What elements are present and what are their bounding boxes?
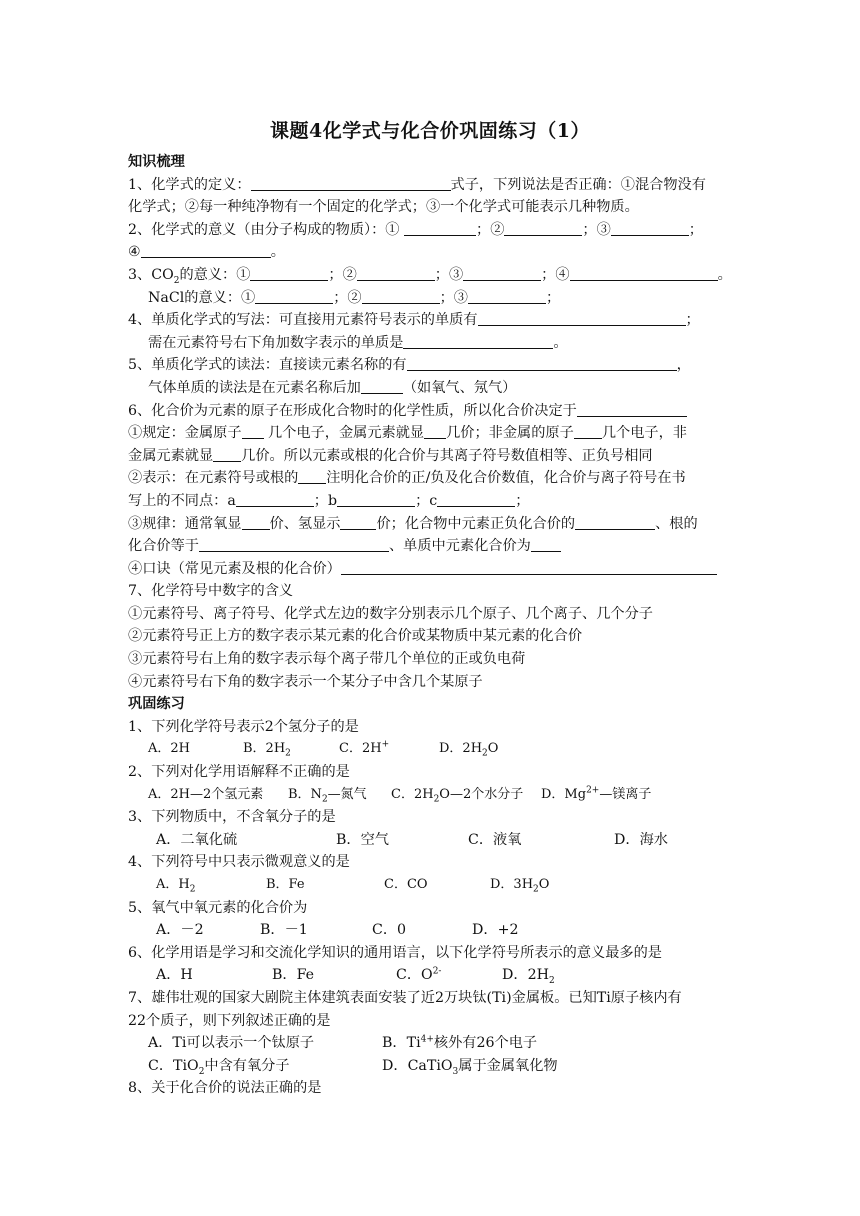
section-heading-review: 知识梳理 [128, 154, 185, 170]
review-text: 价；化合物中元素正负化合价的 [376, 515, 576, 532]
review-text: ；③ [434, 266, 464, 283]
meaning-3: ③元素符号右上角的数字表示每个离子带几个单位的正或负电荷 [128, 651, 526, 668]
rule-definition [128, 422, 738, 445]
review-text: ；④ [541, 266, 570, 283]
rule-law [128, 513, 738, 536]
fill-blank[interactable] [437, 491, 515, 507]
fill-blank[interactable] [575, 514, 655, 530]
question-4-stem: 4、下列符号中只表示微观意义的是 [128, 854, 350, 871]
option-b[interactable]: B．$N_2—$氮气 [288, 786, 367, 805]
fill-blank[interactable] [340, 514, 376, 530]
review-text: 的意义：① [179, 266, 251, 283]
option-a[interactable]: A．－2 [156, 922, 204, 939]
option-b[interactable]: B．Fe [266, 877, 305, 892]
review-item-2-cont [128, 241, 738, 264]
option-d[interactable]: D．$2H_2$ [502, 967, 555, 987]
option-b[interactable]: B．$2H_2$ [243, 741, 291, 760]
question-7-stem-cont: 22个质子，则下列叙述正确的是 [128, 1012, 331, 1029]
review-text: ；③ [439, 289, 468, 306]
meaning-2: ②元素符号正上方的数字表示某元素的化合价或某物质中某元素的化合价 [128, 628, 583, 645]
rule-law-cont [128, 535, 738, 558]
question-8-stem: 8、关于化合价的说法正确的是 [128, 1080, 322, 1097]
review-text: ①规定：金属原子 [128, 425, 242, 442]
fill-blank[interactable] [574, 423, 602, 439]
question-7-options-cd [128, 1055, 738, 1078]
review-text: 气体单质的读法是在元素名称后加 [148, 379, 361, 396]
option-c[interactable]: C．2H+ [339, 740, 390, 757]
review-text: ； [688, 221, 703, 238]
question-7-stem: 7、雄伟壮观的国家大剧院主体建筑表面安装了近2万块钛(Ti)金属板。已知Ti原子核内有 [128, 989, 682, 1006]
review-item-2 [128, 219, 738, 242]
review-item-6 [128, 400, 738, 423]
review-item-1 [128, 174, 738, 197]
meaning-4: ④元素符号右下角的数字表示一个某分子中含几个某原子 [128, 673, 483, 690]
fill-blank[interactable] [478, 310, 686, 326]
option-d[interactable]: D．$3H_2O$ [490, 877, 550, 895]
question-7-options-ab [128, 1032, 738, 1055]
review-text: 式子，下列说法是否正确：①混合物没有 [450, 176, 706, 193]
review-item-5-cont [128, 377, 738, 400]
review-text: ；③ [582, 221, 611, 238]
review-text: 。 [553, 334, 568, 351]
option-c[interactable]: C．0 [372, 922, 407, 939]
review-text: 价、氢显示 [269, 515, 341, 532]
review-text: 。 [270, 244, 285, 261]
review-text: 1、化学式的定义： [128, 176, 251, 193]
fill-blank[interactable] [577, 401, 687, 417]
fill-blank[interactable] [424, 423, 446, 439]
subscript: 2 [173, 275, 180, 286]
fill-blank[interactable] [403, 333, 553, 349]
option-b[interactable]: B．－1 [260, 922, 308, 939]
review-text: 几价。所以元素或根的化合价与其离子符号数值相等、正负号相同 [241, 447, 653, 464]
fill-blank[interactable] [337, 491, 415, 507]
option-b[interactable]: B．$Ti^{4+}$核外有26个电子 [382, 1034, 538, 1052]
review-text: 几个电子，金属元素就显 [268, 425, 425, 442]
fill-blank[interactable] [213, 446, 241, 462]
option-d[interactable]: D．$2H_2O$ [439, 741, 499, 760]
review-item-1-cont: 化学式；②每一种纯净物有一个固定的化学式；③一个化学式可能表示几种物质。 [128, 199, 639, 216]
rule-mnemonic [128, 558, 738, 581]
fill-blank[interactable] [242, 423, 264, 439]
meaning-1: ①元素符号、离子符号、化学式左边的数字分别表示几个原子、几个离子、几个分子 [128, 605, 653, 622]
section-heading-practice: 巩固练习 [128, 696, 185, 713]
review-text: ③规律：通常氧显 [128, 515, 242, 532]
review-text: ；② [333, 289, 362, 306]
question-1-options [128, 738, 738, 761]
review-item-5 [128, 354, 738, 377]
review-text: ； [685, 312, 700, 329]
review-item-4-cont [128, 332, 738, 355]
review-text: NaCl的意义：① [148, 289, 256, 306]
review-text: 。 [717, 266, 732, 283]
review-text: ， [676, 357, 691, 374]
review-text: ②表示：在元素符号或根的 [128, 470, 299, 487]
fill-blank[interactable] [242, 514, 270, 530]
review-text: 3、CO [128, 266, 174, 283]
fill-blank[interactable] [361, 378, 403, 394]
fill-blank[interactable] [255, 288, 333, 304]
rule-notation-cont [128, 490, 738, 513]
review-text: 5、单质化学式的读法：直接读元素名称的有 [128, 357, 407, 374]
review-text: 、根的 [655, 515, 698, 532]
option-a[interactable]: A．2H [148, 741, 190, 757]
fill-blank[interactable] [531, 536, 561, 552]
review-item-3 [128, 264, 738, 287]
fill-blank[interactable] [236, 491, 314, 507]
question-2-options [128, 784, 738, 807]
review-text: ④口诀（常见元素及根的化合价） [128, 560, 341, 577]
option-c[interactable]: C．$O^{2-}$ [396, 966, 442, 984]
fill-blank[interactable] [199, 536, 389, 552]
question-4-options [128, 874, 738, 897]
question-5-stem: 5、氧气中氧元素的化合价为 [128, 899, 308, 916]
question-3-options [128, 829, 738, 852]
review-item-3-nacl [128, 287, 738, 310]
review-text: ；② [476, 221, 505, 238]
review-item-4 [128, 309, 738, 332]
review-text: （如氧气、氖气） [402, 379, 517, 396]
option-a[interactable]: A．Ti可以表示一个钛原子 [148, 1035, 315, 1052]
page-title: 课题4化学式与化合价巩固练习（1） [270, 120, 590, 142]
fill-blank[interactable] [463, 265, 541, 281]
fill-blank[interactable] [341, 559, 717, 575]
fill-blank[interactable] [404, 220, 476, 236]
question-5-options [128, 919, 738, 942]
option-a[interactable]: A．$H_2$ [156, 877, 196, 895]
review-text: 注明化合价的正/负及化合价数值，化合价与离子符号在书 [326, 470, 686, 487]
fill-blank[interactable] [611, 220, 689, 236]
option-c[interactable]: C．$2H_2O—2$个水分子 [391, 786, 524, 805]
review-text: ④ [128, 244, 141, 261]
review-text: 、单质中元素化合价为 [388, 538, 531, 555]
fill-blank[interactable] [570, 265, 718, 281]
review-text: 几个电子，非 [601, 425, 687, 442]
fill-blank[interactable] [362, 288, 440, 304]
review-text: 4、单质化学式的写法：可直接用元素符号表示的单质有 [128, 312, 478, 329]
question-1-stem: 1、下列化学符号表示2个氢分子的是 [128, 718, 359, 735]
option-c[interactable]: C．TiO$_2$中含有氧分子 [148, 1057, 290, 1077]
review-text: 化合价等于 [128, 538, 199, 555]
option-a[interactable]: A．2H—2个氢元素 [148, 786, 264, 802]
question-3-stem: 3、下列物质中，不含氧分子的是 [128, 809, 336, 826]
review-text: 6、化合价为元素的原子在形成化合物时的化学性质，所以化合价决定于 [128, 402, 577, 419]
fill-blank[interactable] [250, 265, 328, 281]
option-a[interactable]: A．二氧化硫 [156, 831, 238, 848]
review-text: 几价；非金属的原子 [446, 425, 574, 442]
review-text: 2、化学式的意义（由分子构成的物质）：① [128, 221, 400, 238]
option-b[interactable]: B．空气 [336, 831, 389, 848]
question-2-stem: 2、下列对化学用语解释不正确的是 [128, 764, 350, 781]
review-text: ；c [415, 492, 438, 509]
fill-blank[interactable] [141, 242, 271, 258]
review-text: ；② [328, 266, 357, 283]
fill-blank[interactable] [298, 468, 326, 484]
option-b[interactable]: B．Fe [272, 967, 315, 984]
review-item-7: 7、化学符号中数字的含义 [128, 583, 294, 600]
fill-blank[interactable] [504, 220, 582, 236]
review-text: ； [546, 289, 561, 306]
fill-blank[interactable] [468, 288, 546, 304]
rule-definition-cont [128, 445, 738, 468]
fill-blank[interactable] [407, 355, 677, 371]
fill-blank[interactable] [251, 175, 451, 191]
review-text: ；b [313, 492, 338, 509]
review-text: 金属元素就显 [128, 447, 214, 464]
review-text: ； [515, 492, 530, 509]
option-d[interactable]: D．海水 [614, 831, 668, 848]
worksheet-content [128, 151, 738, 1100]
option-c[interactable]: C．CO [384, 877, 428, 892]
option-c[interactable]: C．液氧 [468, 831, 522, 848]
review-text: 写上的不同点：a [128, 492, 236, 509]
option-d[interactable]: D．$Mg^{2+}—$镁离子 [541, 785, 652, 802]
review-text: 需在元素符号右下角加数字表示的单质是 [148, 334, 404, 351]
option-a[interactable]: A．H [156, 967, 193, 984]
question-6-options [128, 964, 738, 987]
question-6-stem: 6、化学用语是学习和交流化学知识的通用语言，以下化学符号所表示的意义最多的是 [128, 944, 662, 961]
rule-notation [128, 467, 738, 490]
fill-blank[interactable] [357, 265, 435, 281]
option-d[interactable]: D．+2 [472, 922, 519, 939]
option-d[interactable]: D．CaTiO$_3$属于金属氧化物 [382, 1057, 558, 1077]
